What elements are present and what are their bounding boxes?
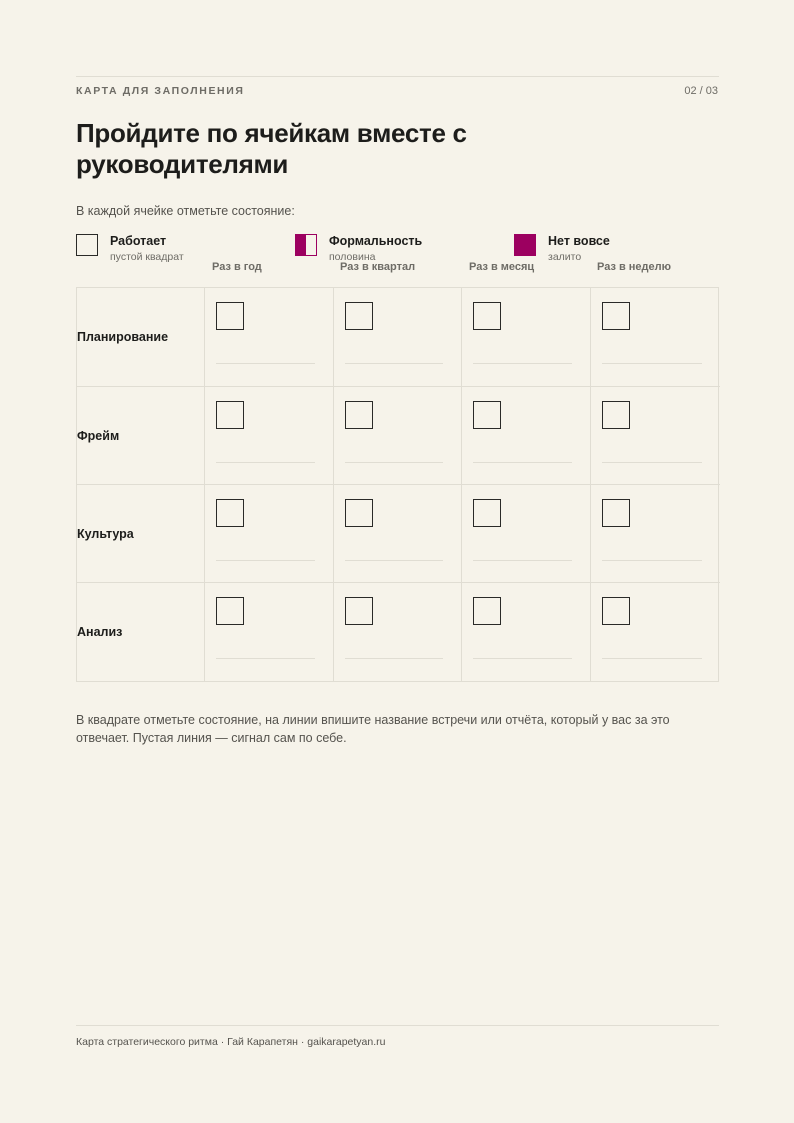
grid-cell — [205, 583, 334, 681]
legend-subtitle: половина — [329, 251, 376, 263]
eyebrow-label: КАРТА ДЛЯ ЗАПОЛНЕНИЯ — [76, 85, 245, 97]
top-rule — [76, 76, 719, 77]
grid-cell — [334, 288, 462, 387]
page-number: 02 / 03 — [684, 85, 718, 97]
meeting-name-line[interactable] — [345, 658, 443, 659]
state-checkbox[interactable] — [473, 401, 501, 429]
row-label-planning: Планирование — [77, 288, 205, 387]
grid-cell — [462, 288, 591, 387]
column-header-yearly: Раз в год — [212, 261, 262, 273]
meeting-name-line[interactable] — [216, 363, 315, 364]
state-checkbox[interactable] — [602, 597, 630, 625]
meeting-name-line[interactable] — [473, 658, 572, 659]
filled-square-icon — [514, 234, 536, 256]
meeting-name-line[interactable] — [602, 462, 702, 463]
grid-cell — [591, 583, 720, 681]
grid-cell — [462, 387, 591, 485]
meeting-name-line[interactable] — [216, 658, 315, 659]
state-checkbox[interactable] — [216, 302, 244, 330]
grid-cell — [591, 485, 720, 583]
footer-rule — [76, 1025, 719, 1026]
grid-cell — [462, 583, 591, 681]
grid-cell — [205, 288, 334, 387]
state-checkbox[interactable] — [216, 401, 244, 429]
grid-cell — [462, 485, 591, 583]
meeting-name-line[interactable] — [602, 560, 702, 561]
page-title: Пройдите по ячейкам вместе с руководителями — [76, 118, 467, 179]
meeting-name-line[interactable] — [216, 560, 315, 561]
grid-cell — [334, 387, 462, 485]
row-label-frame: Фрейм — [77, 387, 205, 485]
state-checkbox[interactable] — [345, 302, 373, 330]
row-label-analysis: Анализ — [77, 583, 205, 681]
column-header-monthly: Раз в месяц — [469, 261, 535, 273]
state-checkbox[interactable] — [602, 401, 630, 429]
state-checkbox[interactable] — [216, 597, 244, 625]
meeting-name-line[interactable] — [602, 658, 702, 659]
legend-title: Нет вовсе — [548, 234, 610, 248]
grid-cell — [334, 583, 462, 681]
empty-square-icon — [76, 234, 98, 256]
meeting-name-line[interactable] — [345, 560, 443, 561]
row-label-culture: Культура — [77, 485, 205, 583]
meeting-name-line[interactable] — [602, 363, 702, 364]
meeting-name-line[interactable] — [473, 462, 572, 463]
state-checkbox[interactable] — [473, 597, 501, 625]
grid-cell — [591, 288, 720, 387]
meeting-name-line[interactable] — [473, 560, 572, 561]
state-checkbox[interactable] — [602, 499, 630, 527]
state-checkbox[interactable] — [345, 401, 373, 429]
state-checkbox[interactable] — [216, 499, 244, 527]
state-checkbox[interactable] — [473, 499, 501, 527]
state-checkbox[interactable] — [602, 302, 630, 330]
meeting-name-line[interactable] — [216, 462, 315, 463]
state-checkbox[interactable] — [473, 302, 501, 330]
grid-cell — [334, 485, 462, 583]
column-header-quarterly: Раз в квартал — [340, 261, 416, 273]
meeting-name-line[interactable] — [345, 363, 443, 364]
meeting-name-line[interactable] — [345, 462, 443, 463]
footer-credits: Карта стратегического ритма · Гай Карапетян · gaikarapetyan.ru — [76, 1036, 386, 1048]
legend-subtitle: пустой квадрат — [110, 251, 184, 263]
legend-subtitle: залито — [548, 251, 582, 263]
meeting-name-line[interactable] — [473, 363, 572, 364]
grid-cell — [205, 485, 334, 583]
rhythm-grid — [76, 287, 719, 682]
instructions-note: В квадрате отметьте состояние, на линии впишите название встречи или отчёта, который у вас за это отвечает. Пустая линия — сигнал сам по себе. — [76, 713, 670, 745]
grid-cell — [205, 387, 334, 485]
intro-text: В каждой ячейке отметьте состояние: — [76, 204, 295, 218]
state-checkbox[interactable] — [345, 597, 373, 625]
state-checkbox[interactable] — [345, 499, 373, 527]
legend-title: Формальность — [329, 234, 423, 248]
half-filled-square-icon — [295, 234, 317, 256]
grid-cell — [591, 387, 720, 485]
legend-title: Работает — [110, 234, 167, 248]
column-header-weekly: Раз в неделю — [597, 261, 672, 273]
